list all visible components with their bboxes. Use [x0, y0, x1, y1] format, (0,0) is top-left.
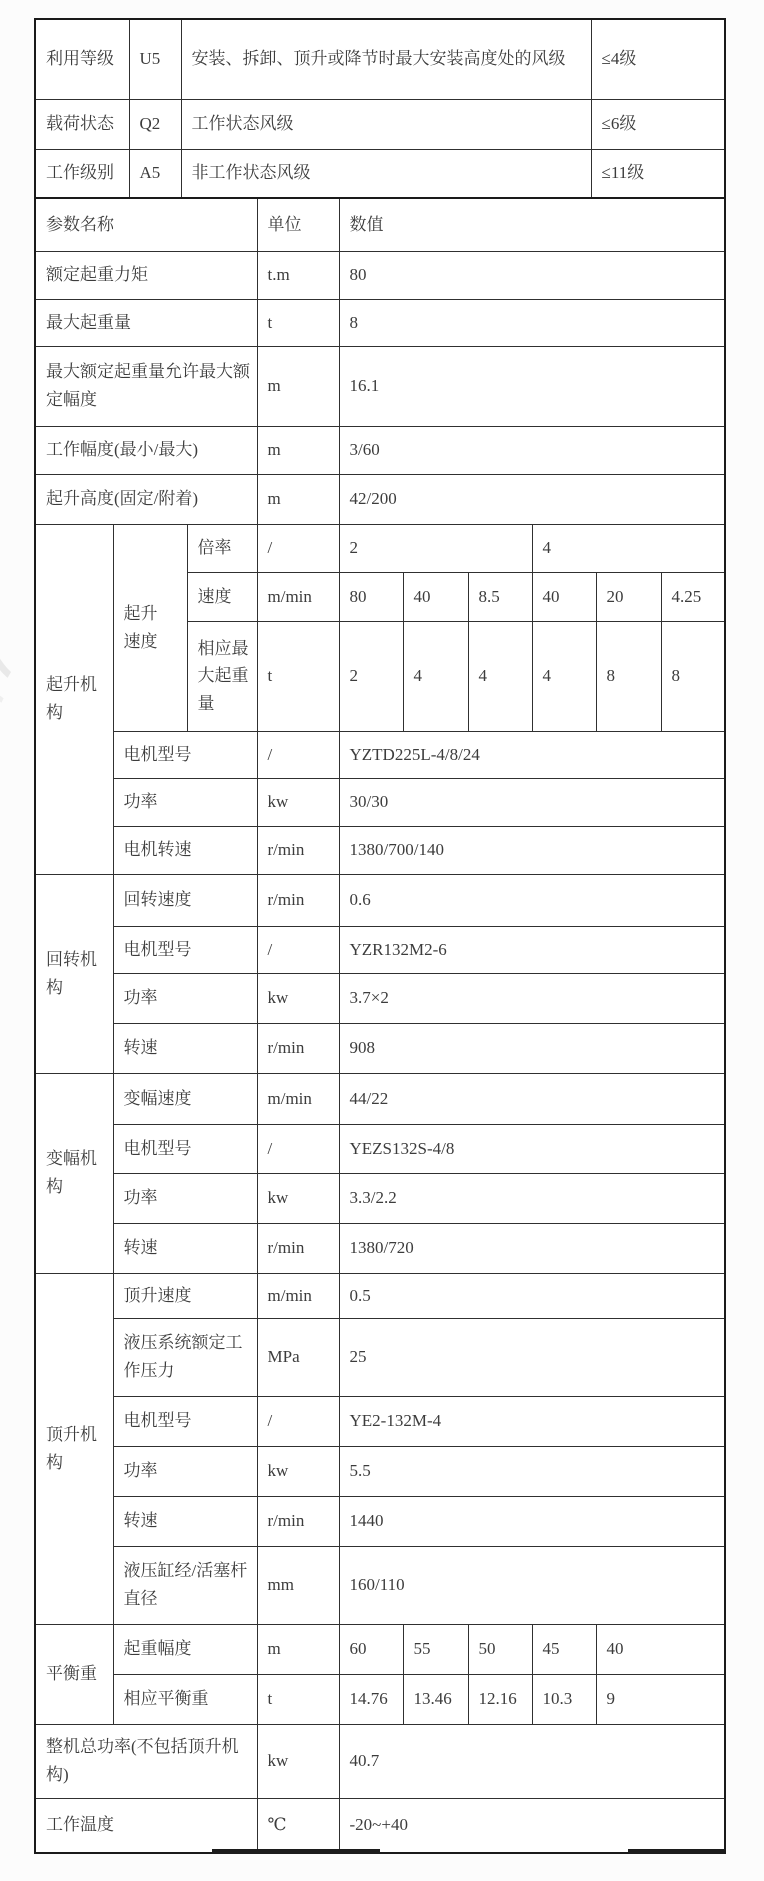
- value-cell: 16.1: [339, 346, 725, 426]
- value-cell: 13.46: [403, 1674, 468, 1724]
- table-row: [35, 874, 725, 926]
- unit-cell: m: [257, 474, 339, 524]
- table-row: [35, 99, 725, 149]
- wind-grade-cell: ≤6级: [591, 99, 725, 149]
- table-row: [35, 1023, 725, 1073]
- wind-grade-cell: ≤11级: [591, 149, 725, 198]
- param-name-cell: 最大起重量: [35, 299, 257, 346]
- unit-cell: m/min: [257, 1273, 339, 1318]
- value-cell: 1440: [339, 1496, 725, 1546]
- value-cell: 45: [532, 1624, 596, 1674]
- subgroup-cell-hoist-speed: [113, 524, 187, 731]
- value-cell: 8: [596, 621, 661, 731]
- value-cell: 160/110: [339, 1546, 725, 1624]
- table-row: [35, 19, 725, 99]
- value-cell: 12.16: [468, 1674, 532, 1724]
- param-name-cell: 起重幅度: [113, 1624, 257, 1674]
- table-row: [35, 1396, 725, 1446]
- subgroup-text: 起升速度: [123, 603, 158, 651]
- class-label-cell: 利用等级: [35, 19, 129, 99]
- param-name-cell: 功率: [113, 1446, 257, 1496]
- param-name-cell: 电机型号: [113, 731, 257, 778]
- param-name-cell: 相应平衡重: [113, 1674, 257, 1724]
- group-cell-counterweight: 平衡重: [35, 1624, 113, 1724]
- value-cell: YE2-132M-4: [339, 1396, 725, 1446]
- value-cell: 5.5: [339, 1446, 725, 1496]
- value-cell: 4: [468, 621, 532, 731]
- param-name-cell: 工作温度: [35, 1798, 257, 1853]
- value-cell: 14.76: [339, 1674, 403, 1724]
- unit-cell: kw: [257, 1724, 339, 1798]
- param-name-cell: 变幅速度: [113, 1073, 257, 1124]
- table-row: [35, 1318, 725, 1396]
- value-cell: YZR132M2-6: [339, 926, 725, 973]
- value-cell: 30/30: [339, 778, 725, 826]
- table-row: [35, 1624, 725, 1674]
- param-name-cell: 功率: [113, 973, 257, 1023]
- value-cell: 3.7×2: [339, 973, 725, 1023]
- param-name-cell: 功率: [113, 1173, 257, 1223]
- table-row: [35, 731, 725, 778]
- unit-cell: r/min: [257, 874, 339, 926]
- value-cell: 42/200: [339, 474, 725, 524]
- value-cell: 0.6: [339, 874, 725, 926]
- header-value: 数值: [339, 198, 725, 251]
- unit-cell: /: [257, 1396, 339, 1446]
- value-cell: 2: [339, 621, 403, 731]
- value-cell: 55: [403, 1624, 468, 1674]
- value-cell: -20~+40: [339, 1798, 725, 1853]
- param-name-cell: 液压系统额定工作压力: [113, 1318, 257, 1396]
- table-row: [35, 778, 725, 826]
- table-row: [35, 346, 725, 426]
- value-cell: 40: [596, 1624, 725, 1674]
- value-cell: 1380/700/140: [339, 826, 725, 874]
- value-cell: 8: [339, 299, 725, 346]
- group-cell-jacking: 顶升机构: [35, 1273, 113, 1624]
- value-cell: 80: [339, 251, 725, 299]
- class-code-cell: U5: [129, 19, 181, 99]
- unit-cell: /: [257, 926, 339, 973]
- table-row: [35, 1724, 725, 1798]
- param-name-cell: 回转速度: [113, 874, 257, 926]
- value-cell: 60: [339, 1624, 403, 1674]
- table-row: [35, 198, 725, 251]
- header-param-name: 参数名称: [35, 198, 257, 251]
- unit-cell: r/min: [257, 826, 339, 874]
- value-cell: 4: [403, 621, 468, 731]
- class-label-cell: 工作级别: [35, 149, 129, 198]
- value-cell: 908: [339, 1023, 725, 1073]
- unit-cell: t: [257, 1674, 339, 1724]
- table-row: [35, 426, 725, 474]
- wind-grade-cell: ≤4级: [591, 19, 725, 99]
- unit-cell: mm: [257, 1546, 339, 1624]
- param-name-cell: 转速: [113, 1223, 257, 1273]
- unit-cell: m/min: [257, 1073, 339, 1124]
- unit-cell: kw: [257, 778, 339, 826]
- param-name-cell: 起升高度(固定/附着): [35, 474, 257, 524]
- value-cell: 8: [661, 621, 725, 731]
- value-cell: YZTD225L-4/8/24: [339, 731, 725, 778]
- scan-artifact: [628, 1849, 724, 1854]
- unit-cell: MPa: [257, 1318, 339, 1396]
- unit-cell: kw: [257, 1173, 339, 1223]
- class-desc-text: 安装、拆卸、顶升或降节时最大安装高度处的风级: [191, 49, 566, 69]
- table-row: [35, 1546, 725, 1624]
- group-cell-luffing: 变幅机构: [35, 1073, 113, 1273]
- table-row: [35, 1223, 725, 1273]
- param-name-cell: 整机总功率(不包括顶升机构): [35, 1724, 257, 1798]
- unit-cell: t: [257, 621, 339, 731]
- class-desc-cell: [181, 19, 591, 99]
- unit-cell: r/min: [257, 1496, 339, 1546]
- value-cell: 3.3/2.2: [339, 1173, 725, 1223]
- param-name-cell: 功率: [113, 778, 257, 826]
- param-name-cell: 转速: [113, 1496, 257, 1546]
- param-name-cell: 速度: [187, 572, 257, 621]
- table-row: [35, 1124, 725, 1173]
- table-row: [35, 1446, 725, 1496]
- param-name-cell: 转速: [113, 1023, 257, 1073]
- param-name-cell: 倍率: [187, 524, 257, 572]
- unit-cell: ℃: [257, 1798, 339, 1853]
- unit-cell: kw: [257, 973, 339, 1023]
- scan-artifact: [212, 1849, 380, 1854]
- param-name-cell: 相应最大起重量: [187, 621, 257, 731]
- value-cell: 8.5: [468, 572, 532, 621]
- unit-cell: m: [257, 346, 339, 426]
- unit-cell: r/min: [257, 1023, 339, 1073]
- unit-cell: /: [257, 524, 339, 572]
- param-name-cell: 最大额定起重量允许最大额定幅度: [35, 346, 257, 426]
- table-row: [35, 1496, 725, 1546]
- value-cell: YEZS132S-4/8: [339, 1124, 725, 1173]
- class-desc-cell: 工作状态风级: [181, 99, 591, 149]
- table-row: [35, 973, 725, 1023]
- table-row: [35, 1273, 725, 1318]
- value-cell: 4: [532, 621, 596, 731]
- unit-cell: m: [257, 1624, 339, 1674]
- value-cell: 40: [403, 572, 468, 621]
- class-code-cell: Q2: [129, 99, 181, 149]
- value-cell: 1380/720: [339, 1223, 725, 1273]
- value-cell: 4.25: [661, 572, 725, 621]
- param-name-cell: 电机型号: [113, 1396, 257, 1446]
- unit-cell: m/min: [257, 572, 339, 621]
- group-cell-hoisting: 起升机构: [35, 524, 113, 874]
- table-row: [35, 1674, 725, 1724]
- param-name-cell: 液压缸经/活塞杆直径: [113, 1546, 257, 1624]
- table-row: [35, 251, 725, 299]
- value-cell: 20: [596, 572, 661, 621]
- unit-cell: kw: [257, 1446, 339, 1496]
- value-cell: 40.7: [339, 1724, 725, 1798]
- value-cell: 2: [339, 524, 532, 572]
- value-cell: 80: [339, 572, 403, 621]
- classification-table: [34, 18, 726, 199]
- value-cell: 50: [468, 1624, 532, 1674]
- table-row: [35, 299, 725, 346]
- class-code-cell: A5: [129, 149, 181, 198]
- param-name-cell: 电机型号: [113, 926, 257, 973]
- unit-cell: r/min: [257, 1223, 339, 1273]
- table-row: [35, 1073, 725, 1124]
- value-cell: 4: [532, 524, 725, 572]
- class-desc-cell: 非工作状态风级: [181, 149, 591, 198]
- param-name-cell: 工作幅度(最小/最大): [35, 426, 257, 474]
- value-cell: 10.3: [532, 1674, 596, 1724]
- parameter-table: [34, 197, 726, 1854]
- unit-cell: t.m: [257, 251, 339, 299]
- table-row: [35, 524, 725, 572]
- value-cell: 44/22: [339, 1073, 725, 1124]
- param-name-cell: 顶升速度: [113, 1273, 257, 1318]
- unit-cell: /: [257, 1124, 339, 1173]
- table-row: [35, 1798, 725, 1853]
- unit-cell: m: [257, 426, 339, 474]
- table-row: [35, 149, 725, 198]
- param-name-cell: 电机型号: [113, 1124, 257, 1173]
- header-unit: 单位: [257, 198, 339, 251]
- table-row: [35, 926, 725, 973]
- group-cell-slewing: 回转机构: [35, 874, 113, 1073]
- value-cell: 3/60: [339, 426, 725, 474]
- value-cell: 25: [339, 1318, 725, 1396]
- table-row: [35, 826, 725, 874]
- value-cell: 40: [532, 572, 596, 621]
- unit-cell: t: [257, 299, 339, 346]
- table-row: [35, 1173, 725, 1223]
- param-name-cell: 电机转速: [113, 826, 257, 874]
- value-cell: 9: [596, 1674, 725, 1724]
- class-label-cell: 载荷状态: [35, 99, 129, 149]
- table-row: [35, 474, 725, 524]
- value-cell: 0.5: [339, 1273, 725, 1318]
- unit-cell: /: [257, 731, 339, 778]
- param-name-cell: 额定起重力矩: [35, 251, 257, 299]
